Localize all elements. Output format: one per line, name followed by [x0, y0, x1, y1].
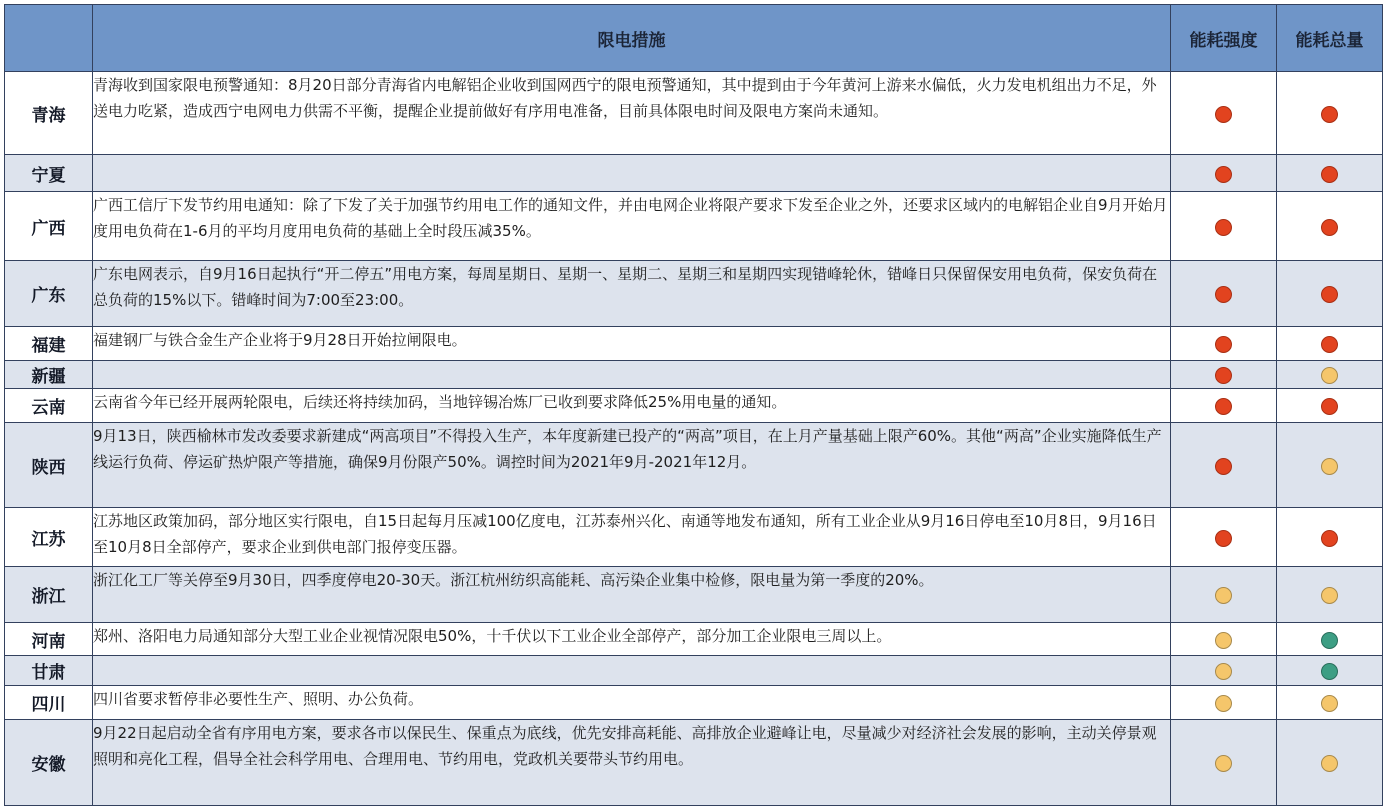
province-name: 宁夏	[5, 155, 93, 192]
table-row	[5, 686, 1383, 720]
intensity-indicator	[1215, 587, 1232, 604]
total-indicator	[1321, 755, 1338, 772]
total-indicator	[1321, 106, 1338, 123]
province-name: 广西	[5, 192, 93, 261]
table-row	[5, 72, 1383, 155]
intensity-indicator	[1215, 663, 1232, 680]
power-restriction-table	[4, 4, 1383, 806]
intensity-indicator	[1215, 458, 1232, 475]
total-indicator	[1321, 219, 1338, 236]
intensity-indicator	[1215, 632, 1232, 649]
measure-text: 浙江化工厂等关停至9月30日，四季度停电20-30天。浙江杭州纺织高能耗、高污染企业集中检修，限电量为第一季度的20%。	[93, 567, 1171, 623]
measure-text: 青海收到国家限电预警通知：8月20日部分青海省内电解铝企业收到国网西宁的限电预警通知，其中提到由于今年黄河上游来水偏低，火力发电机组出力不足，外送电力吃紧，造成西宁电网电力供需不平衡，提醒企业提前做好有序用电准备，目前具体限电时间及限电方案尚未通知。	[93, 72, 1171, 155]
total-indicator	[1321, 398, 1338, 415]
intensity-indicator	[1215, 336, 1232, 353]
measure-text	[93, 155, 1171, 192]
measure-text: 广西工信厅下发节约用电通知：除了下发了关于加强节约用电工作的通知文件，并由电网企业将限产要求下发至企业之外，还要求区域内的电解铝企业自9月开始月度用电负荷在1-6月的平均月度用电负荷的基础上全时段压减35%。	[93, 192, 1171, 261]
measure-text: 四川省要求暂停非必要性生产、照明、办公负荷。	[93, 686, 1171, 720]
province-name: 青海	[5, 72, 93, 155]
total-indicator	[1321, 336, 1338, 353]
total-indicator	[1321, 166, 1338, 183]
province-name: 浙江	[5, 567, 93, 623]
province-name: 陕西	[5, 423, 93, 508]
total-indicator	[1321, 632, 1338, 649]
table-row	[5, 567, 1383, 623]
measure-text: 福建钢厂与铁合金生产企业将于9月28日开始拉闸限电。	[93, 327, 1171, 361]
province-name: 云南	[5, 389, 93, 423]
total-indicator	[1321, 695, 1338, 712]
province-name: 江苏	[5, 508, 93, 567]
measure-text: 9月22日起启动全省有序用电方案，要求各市以保民生、保重点为底线，优先安排高耗能、高排放企业避峰让电，尽量减少对经济社会发展的影响，主动关停景观照明和亮化工程，倡导全社会科学用电、合理用电、节约用电，党政机关要带头节约用电。	[93, 720, 1171, 806]
total-indicator	[1321, 367, 1338, 384]
measure-text: 云南省今年已经开展两轮限电，后续还将持续加码，当地锌锡冶炼厂已收到要求降低25%用电量的通知。	[93, 389, 1171, 423]
table-row	[5, 508, 1383, 567]
province-name: 福建	[5, 327, 93, 361]
measure-text: 9月13日，陕西榆林市发改委要求新建成“两高项目”不得投入生产，本年度新建已投产的“两高”项目，在上月产量基础上限产60%。其他“两高”企业实施降低生产线运行负荷、停运矿热炉限产等措施，确保9月份限产50%。调控时间为2021年9月-2021年12月。	[93, 423, 1171, 508]
total-indicator	[1321, 587, 1338, 604]
measure-text	[93, 361, 1171, 389]
header-intensity: 能耗强度	[1171, 5, 1277, 72]
header-total: 能耗总量	[1277, 5, 1383, 72]
header-row	[5, 5, 1383, 72]
province-name: 甘肃	[5, 656, 93, 686]
measure-text: 广东电网表示，自9月16日起执行“开二停五”用电方案，每周星期日、星期一、星期二、星期三和星期四实现错峰轮休，错峰日只保留保安用电负荷，保安负荷在总负荷的15%以下。错峰时间为7:00至23:00。	[93, 261, 1171, 327]
measure-text: 郑州、洛阳电力局通知部分大型工业企业视情况限电50%，十千伏以下工业企业全部停产，部分加工企业限电三周以上。	[93, 623, 1171, 656]
total-indicator	[1321, 458, 1338, 475]
table-row	[5, 423, 1383, 508]
intensity-indicator	[1215, 695, 1232, 712]
table-row	[5, 155, 1383, 192]
province-name: 广东	[5, 261, 93, 327]
intensity-indicator	[1215, 755, 1232, 772]
table-row	[5, 261, 1383, 327]
table-row	[5, 192, 1383, 261]
intensity-indicator	[1215, 166, 1232, 183]
table-row	[5, 361, 1383, 389]
total-indicator	[1321, 286, 1338, 303]
intensity-indicator	[1215, 219, 1232, 236]
province-name: 河南	[5, 623, 93, 656]
table-row	[5, 623, 1383, 656]
total-indicator	[1321, 530, 1338, 547]
intensity-indicator	[1215, 398, 1232, 415]
header-measure: 限电措施	[93, 5, 1171, 72]
intensity-indicator	[1215, 106, 1232, 123]
intensity-indicator	[1215, 286, 1232, 303]
measure-text	[93, 656, 1171, 686]
intensity-indicator	[1215, 367, 1232, 384]
measure-text: 江苏地区政策加码，部分地区实行限电，自15日起每月压减100亿度电，江苏泰州兴化、南通等地发布通知，所有工业企业从9月16日停电至10月8日，9月16日至10月8日全部停产，要求企业到供电部门报停变压器。	[93, 508, 1171, 567]
province-name: 四川	[5, 686, 93, 720]
table-row	[5, 327, 1383, 361]
table-row	[5, 656, 1383, 686]
intensity-indicator	[1215, 530, 1232, 547]
table-row	[5, 389, 1383, 423]
province-name: 安徽	[5, 720, 93, 806]
total-indicator	[1321, 663, 1338, 680]
header-province	[5, 5, 93, 72]
province-name: 新疆	[5, 361, 93, 389]
table-row	[5, 720, 1383, 806]
